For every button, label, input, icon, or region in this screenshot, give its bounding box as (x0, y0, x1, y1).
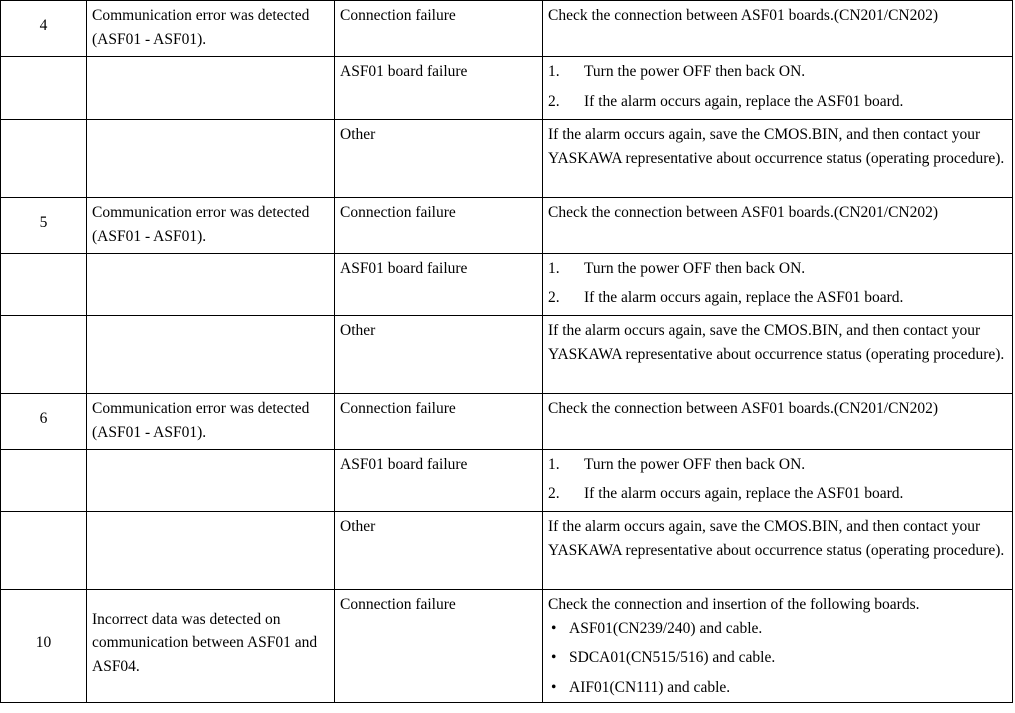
remedy-step (548, 453, 1007, 477)
remedy-cell: Check the connection between ASF01 boards.(CN201/CN202) (543, 198, 1013, 254)
cause-cell: Connection failure (335, 198, 543, 254)
cause-cell: Other (335, 120, 543, 198)
table-row (1, 512, 1013, 590)
bullet-glyph: • (551, 649, 557, 666)
remedy-step (548, 60, 1007, 84)
empty-cell (1, 450, 87, 512)
bullet-glyph: • (551, 619, 557, 637)
table-row (1, 120, 1013, 198)
cause-cell: Connection failure (335, 1, 543, 57)
alarm-number-cell (1, 590, 87, 703)
empty-cell (87, 120, 335, 198)
empty-cell (1, 316, 87, 394)
table-row (1, 394, 1013, 450)
step-text: Turn the power OFF then back ON. (584, 456, 806, 473)
step-text: If the alarm occurs again, replace the ASF01 board. (584, 484, 904, 502)
step-number: 2. (548, 484, 560, 502)
step-number: 1. (548, 63, 560, 80)
bullet-glyph: • (551, 678, 557, 696)
remedy-bullet (548, 676, 1007, 700)
alarm-message: Communication error was detected (ASF01 - ASF01). (87, 394, 335, 450)
step-number: 2. (548, 92, 560, 110)
cause-cell: Connection failure (335, 394, 543, 450)
cause-cell: Other (335, 316, 543, 394)
remedy-step (548, 482, 1007, 506)
alarm-number-cell (1, 198, 87, 254)
empty-cell (87, 316, 335, 394)
cause-cell: Connection failure (335, 590, 543, 703)
empty-cell (87, 512, 335, 590)
empty-cell (87, 254, 335, 316)
table-row (1, 450, 1013, 512)
remedy-cell: If the alarm occurs again, save the CMOS.BIN, and then contact your YASKAWA representative about occurrence status (operating procedure). (543, 120, 1013, 198)
bullet-text: SDCA01(CN515/516) and cable. (569, 649, 776, 666)
remedy-cell: Check the connection between ASF01 boards.(CN201/CN202) (543, 1, 1013, 57)
empty-cell (87, 57, 335, 120)
remedy-step (548, 257, 1007, 281)
cause-cell: ASF01 board failure (335, 57, 543, 120)
empty-cell (87, 450, 335, 512)
step-text: If the alarm occurs again, replace the ASF01 board. (584, 288, 904, 306)
remedy-cell (543, 57, 1013, 120)
step-number: 2. (548, 288, 560, 306)
remedy-cell: If the alarm occurs again, save the CMOS.BIN, and then contact your YASKAWA representative about occurrence status (operating procedure). (543, 316, 1013, 394)
remedy-bullet (548, 646, 1007, 670)
cause-cell: Other (335, 512, 543, 590)
alarm-message: Communication error was detected (ASF01 - ASF01). (87, 198, 335, 254)
table-row (1, 316, 1013, 394)
empty-cell (1, 57, 87, 120)
empty-cell (1, 512, 87, 590)
bullet-text: ASF01(CN239/240) and cable. (569, 619, 763, 637)
alarm-number-cell (1, 1, 87, 57)
remedy-step (548, 90, 1007, 114)
remedy-step (548, 286, 1007, 310)
step-text: Turn the power OFF then back ON. (584, 63, 806, 80)
bullet-text: AIF01(CN111) and cable. (569, 678, 731, 696)
cause-cell: ASF01 board failure (335, 254, 543, 316)
remedy-cell: If the alarm occurs again, save the CMOS.BIN, and then contact your YASKAWA representative about occurrence status (operating procedure). (543, 512, 1013, 590)
alarm-number: 6 (39, 409, 48, 427)
alarm-message: Communication error was detected (ASF01 - ASF01). (87, 1, 335, 57)
table-row (1, 57, 1013, 120)
table-row (1, 1, 1013, 57)
remedy-cell (543, 254, 1013, 316)
alarm-message-cell (87, 590, 335, 703)
table-row (1, 590, 1013, 703)
step-number: 1. (548, 456, 560, 473)
remedy-cell (543, 450, 1013, 512)
alarm-number: 5 (39, 213, 48, 231)
step-number: 1. (548, 260, 560, 277)
empty-cell (1, 120, 87, 198)
remedy-bullet (548, 617, 1007, 641)
table-row (1, 254, 1013, 316)
step-text: If the alarm occurs again, replace the ASF01 board. (584, 92, 904, 110)
remedy-cell (543, 590, 1013, 703)
remedy-intro: Check the connection and insertion of the following boards. (548, 596, 920, 613)
empty-cell (1, 254, 87, 316)
table-row (1, 198, 1013, 254)
cause-cell: ASF01 board failure (335, 450, 543, 512)
remedy-cell: Check the connection between ASF01 boards.(CN201/CN202) (543, 394, 1013, 450)
step-text: Turn the power OFF then back ON. (584, 260, 806, 277)
alarm-number-cell (1, 394, 87, 450)
alarm-number: 4 (39, 16, 48, 34)
alarm-message: Incorrect data was detected on communication between ASF01 and ASF04. (92, 610, 318, 675)
alarm-number: 10 (35, 634, 52, 652)
